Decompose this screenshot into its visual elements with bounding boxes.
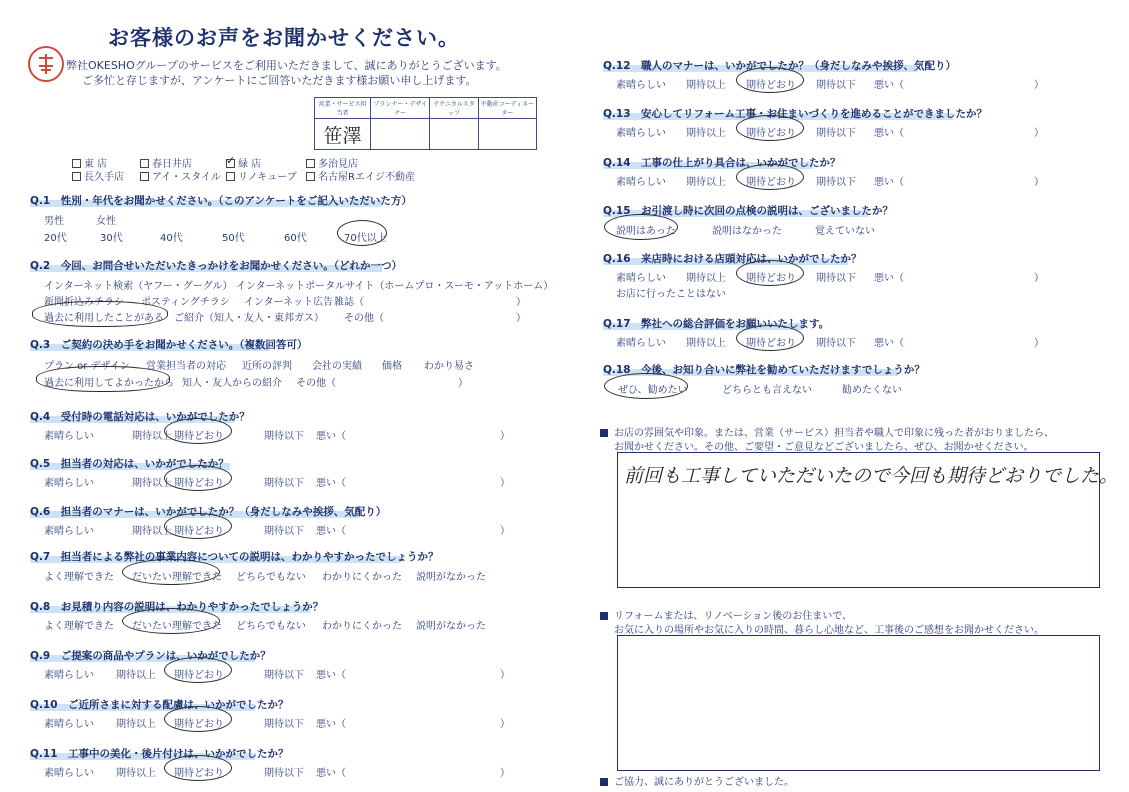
store-nagakute[interactable]: 長久手店	[72, 168, 124, 183]
q10-selection-circle	[164, 706, 232, 732]
comment2-prompt-line1: リフォームまたは、リノベーション後のお住まいで、	[600, 607, 852, 622]
q3-friend-referral[interactable]: 知人・友人からの紹介	[182, 378, 282, 389]
q5-opt-above[interactable]: 期待以上	[132, 478, 172, 489]
comment1-box[interactable]	[617, 452, 1119, 588]
q7-opt-mostly-clear-selected[interactable]: だいたい理解できた	[132, 572, 222, 583]
q7-opt-no-explanation[interactable]: 説明がなかった	[416, 572, 486, 583]
q6-opt-above[interactable]: 期待以上	[132, 526, 172, 537]
q5-selection-circle	[164, 465, 232, 491]
comment1-handwritten-answer: 前回も工事していただいたので今回も期待どおりでした。	[624, 465, 1119, 487]
q1-age-70s-selected[interactable]: 70代以上	[344, 233, 387, 244]
q14-selection-circle	[736, 164, 804, 190]
q2-used-before-selected[interactable]: 過去に利用したことがある	[44, 313, 164, 324]
q6-opt-below[interactable]: 期待以下	[264, 526, 304, 537]
q8-opt-unclear[interactable]: わかりにくかった	[322, 621, 402, 632]
q7-label: Q.7 担当者による弊社の事業内容についての説明は、わかりやすかったでしょうか？	[30, 551, 439, 563]
q12-opt-as-expected-selected[interactable]: 期待どおり	[746, 80, 796, 91]
q17-selection-circle	[736, 325, 804, 351]
q11-opt-below[interactable]: 期待以下	[264, 768, 304, 779]
q1-age-30s[interactable]: 30代	[100, 233, 123, 244]
q10-opt-bad-close: ）	[500, 719, 510, 730]
q15-dont-remember[interactable]: 覚えていない	[815, 226, 875, 237]
q16-selection-circle	[736, 260, 804, 286]
q2-internet-ad[interactable]: インターネット広告	[244, 297, 334, 308]
comment2-prompt-line2: お気に入りの場所やお気に入りの時間、暮らし心地など、工事後のご感想をお聞かせください。	[614, 625, 1044, 636]
q9-opt-as-expected-selected[interactable]: 期待どおり	[174, 670, 224, 681]
q2-other[interactable]: その他（	[344, 313, 384, 324]
staff-header-sales: 営業・サービス担当者	[315, 98, 371, 119]
store-istyle[interactable]: アイ・スタイル	[140, 168, 221, 183]
q6-opt-bad[interactable]: 悪い（	[316, 526, 346, 537]
store-kasugai[interactable]: 春日井店	[140, 155, 192, 170]
q6-opt-excellent[interactable]: 素晴らしい	[44, 526, 94, 537]
q3-plan-design[interactable]: プラン or デザイン	[44, 361, 130, 372]
staff-header-technical: テクニカルスタッフ	[430, 98, 478, 119]
q1-female[interactable]: 女性	[96, 216, 116, 227]
survey-title: お客様のお声をお聞かせください。	[108, 26, 460, 50]
q18-label: Q.18 今後、お知り合いに弊社を勧めていただけますでしょうか？	[603, 364, 925, 376]
q14-opt-below[interactable]: 期待以下	[816, 177, 856, 188]
staff-name-handwritten: 笹澤	[323, 124, 362, 147]
q9-selection-circle	[164, 657, 232, 683]
q7-opt-neutral[interactable]: どちらでもない	[236, 572, 306, 583]
q12-label: Q.12 職人のマナーは、いかがでしたか？（身だしなみや挨拶、気配り）	[603, 60, 957, 72]
q18-not-recommend[interactable]: 勧めたくない	[842, 385, 902, 396]
store-east[interactable]: 東 店	[72, 155, 107, 170]
store-midori-checked[interactable]: ✓ 緑 店	[226, 154, 262, 170]
q12-opt-excellent[interactable]: 素晴らしい	[616, 80, 666, 91]
q5-opt-below[interactable]: 期待以下	[264, 478, 304, 489]
q7-opt-very-clear[interactable]: よく理解できた	[44, 572, 114, 583]
q7-selection-circle	[122, 559, 220, 585]
q12-opt-above[interactable]: 期待以上	[686, 80, 726, 91]
q11-label: Q.11 工事中の美化・後片付けは、いかがでしたか？	[30, 748, 289, 760]
q3-other-close: ）	[458, 378, 468, 389]
q10-opt-bad[interactable]: 悪い（	[316, 719, 346, 730]
q9-opt-bad-close: ）	[500, 670, 510, 681]
q18-neutral[interactable]: どちらとも言えない	[722, 385, 812, 396]
q16-opt-above[interactable]: 期待以上	[686, 273, 726, 284]
q3-clarity[interactable]: わかり易さ	[424, 361, 474, 372]
q11-opt-as-expected-selected[interactable]: 期待どおり	[174, 768, 224, 779]
q12-opt-below[interactable]: 期待以下	[816, 80, 856, 91]
q6-opt-bad-close: ）	[500, 526, 510, 537]
q15-selection-circle	[604, 214, 678, 240]
q13-opt-bad[interactable]: 悪い（	[874, 128, 904, 139]
q15-explained-selected[interactable]: 説明はあった	[616, 226, 676, 237]
q16-opt-below[interactable]: 期待以下	[816, 273, 856, 284]
q17-opt-as-expected-selected[interactable]: 期待どおり	[746, 338, 796, 349]
q4-selection-circle	[164, 418, 232, 444]
q13-opt-bad-close: ）	[1034, 128, 1044, 139]
q9-opt-below[interactable]: 期待以下	[264, 670, 304, 681]
q1-label: Q.1 性別・年代をお聞かせください。（このアンケートをご記入いただいた方）	[30, 195, 412, 207]
q2-referral[interactable]: ご紹介（知人・友人・東邦ガス）	[174, 313, 324, 324]
q12-opt-bad-close: ）	[1034, 80, 1044, 91]
q11-opt-excellent[interactable]: 素晴らしい	[44, 768, 94, 779]
q18-recommend-selected[interactable]: ぜひ、勧めたい	[618, 385, 688, 396]
q17-opt-above[interactable]: 期待以上	[686, 338, 726, 349]
q11-selection-circle	[164, 755, 232, 781]
q7-opt-unclear[interactable]: わかりにくかった	[322, 572, 402, 583]
q9-opt-above[interactable]: 期待以上	[116, 670, 156, 681]
q3-good-experience-selected[interactable]: 過去に利用してよかったから	[44, 378, 174, 389]
q4-opt-below[interactable]: 期待以下	[264, 431, 304, 442]
q2-internet-search[interactable]: インターネット検索（ヤフー・グーグル）	[44, 281, 233, 292]
q14-label: Q.14 工事の仕上がり具合は、いかがでしたか？	[603, 157, 841, 169]
store-nagoya-rage[interactable]: 名古屋Rエイジ不動産	[306, 168, 415, 183]
staff-header-realestate: 不動産コーディネーター	[478, 98, 536, 119]
q2-label: Q.2 今回、お問合せいただいたきっかけをお聞かせください。（どれか一つ）	[30, 260, 402, 272]
q13-opt-excellent[interactable]: 素晴らしい	[616, 128, 666, 139]
intro-line-1: 弊社OKESHOグループのサービスをご利用いただきまして、誠にありがとうございます。	[66, 59, 507, 72]
q3-reputation[interactable]: 近所の評判	[242, 361, 292, 372]
seal-icon	[30, 48, 62, 80]
q17-opt-excellent[interactable]: 素晴らしい	[616, 338, 666, 349]
q14-opt-excellent[interactable]: 素晴らしい	[616, 177, 666, 188]
intro-line-2: ご多忙と存じますが、アンケートにご回答いただきます様お願い申し上げます。	[82, 74, 477, 87]
q8-label: Q.8 お見積り内容の説明は、わかりやすかったでしょうか？	[30, 601, 324, 613]
q4-opt-as-expected-selected[interactable]: 期待どおり	[174, 431, 224, 442]
q9-opt-bad[interactable]: 悪い（	[316, 670, 346, 681]
q11-opt-above[interactable]: 期待以上	[116, 768, 156, 779]
store-tajimi[interactable]: 多治見店	[306, 155, 358, 170]
staff-header-planner: プランナー・デザイナー	[370, 98, 429, 119]
q13-label: Q.13 安心してリフォーム工事・お住まいづくりを進めることができましたか？	[603, 108, 988, 120]
q4-opt-above[interactable]: 期待以上	[132, 431, 172, 442]
q14-opt-bad-close: ）	[1034, 177, 1044, 188]
q16-opt-as-expected-selected[interactable]: 期待どおり	[746, 273, 796, 284]
q2-portal-site[interactable]: インターネットポータルサイト（ホームプロ・スーモ・アットホーム）	[236, 281, 554, 292]
q10-opt-below[interactable]: 期待以下	[264, 719, 304, 730]
q1-selection-circle	[337, 220, 387, 246]
q17-opt-bad-close: ）	[1034, 338, 1044, 349]
q3-other[interactable]: その他（	[296, 378, 336, 389]
q17-opt-below[interactable]: 期待以下	[816, 338, 856, 349]
footer-thanks: ご協力、誠にありがとうございました。	[600, 773, 794, 788]
q3-sales-rep[interactable]: 営業担当者の対応	[146, 361, 226, 372]
q2-selection-circle	[32, 301, 168, 327]
q16-label: Q.16 来店時における店頭対応は、いかがでしたか？	[603, 253, 862, 265]
q10-opt-above[interactable]: 期待以上	[116, 719, 156, 730]
q3-track-record[interactable]: 会社の実績	[312, 361, 362, 372]
staff-table	[314, 97, 537, 150]
q9-opt-excellent[interactable]: 素晴らしい	[44, 670, 94, 681]
q8-opt-neutral[interactable]: どちらでもない	[236, 621, 306, 632]
q10-label: Q.10 ご近所さまに対する配慮は、いかがでしたか？	[30, 699, 289, 711]
q2-other-close: ）	[516, 313, 526, 324]
q8-selection-circle	[122, 608, 220, 634]
store-renocube[interactable]: リノキューブ	[226, 168, 297, 183]
q8-opt-no-explanation[interactable]: 説明がなかった	[416, 621, 486, 632]
q1-age-50s[interactable]: 50代	[222, 233, 245, 244]
q16-opt-excellent[interactable]: 素晴らしい	[616, 273, 666, 284]
comment2-box[interactable]	[617, 635, 1100, 771]
comment1-prompt-line1: お店の雰囲気や印象。または、営業（サービス）担当者や職人で印象に残った者がおりましたら、	[600, 424, 1054, 439]
q3-label: Q.3 ご契約の決め手をお聞かせください。（複数回答可）	[30, 339, 308, 351]
q4-opt-bad-close: ）	[500, 431, 510, 442]
q8-opt-mostly-clear-selected[interactable]: だいたい理解できた	[132, 621, 222, 632]
q15-label: Q.15 お引渡し時に次回の点検の説明は、ございましたか？	[603, 205, 894, 217]
q4-opt-excellent[interactable]: 素晴らしい	[44, 431, 94, 442]
q13-opt-below[interactable]: 期待以下	[816, 128, 856, 139]
q5-opt-bad[interactable]: 悪い（	[316, 478, 346, 489]
q16-opt-bad[interactable]: 悪い（	[874, 273, 904, 284]
q13-selection-circle	[736, 115, 804, 141]
q4-opt-bad[interactable]: 悪い（	[316, 431, 346, 442]
q9-label: Q.9 ご提案の商品やプランは、いかがでしたか？	[30, 650, 271, 662]
q4-label: Q.4 受付時の電話対応は、いかがでしたか？	[30, 411, 250, 423]
comment1-prompt-line2: お聞かせください。その他、ご要望・ご意見などございましたら、ぜひ、お聞かせください。	[614, 442, 1034, 453]
company-seal	[28, 46, 64, 82]
q16-opt-bad-close: ）	[1034, 273, 1044, 284]
q18-selection-circle	[604, 373, 688, 399]
q3-price[interactable]: 価格	[382, 361, 402, 372]
q11-opt-bad-close: ）	[500, 768, 510, 779]
q5-opt-bad-close: ）	[500, 478, 510, 489]
q14-opt-above[interactable]: 期待以上	[686, 177, 726, 188]
q15-not-explained[interactable]: 説明はなかった	[712, 226, 782, 237]
q2-magazine[interactable]: 雑誌（	[334, 297, 364, 308]
q10-opt-excellent[interactable]: 素晴らしい	[44, 719, 94, 730]
q5-label: Q.5 担当者の対応は、いかがでしたか？	[30, 458, 229, 470]
q2-posting-flyer[interactable]: ポスティングチラシ	[141, 297, 230, 308]
q1-age-40s[interactable]: 40代	[160, 233, 183, 244]
q10-opt-as-expected-selected[interactable]: 期待どおり	[174, 719, 224, 730]
q16-never-visited[interactable]: お店に行ったことはない	[616, 289, 726, 300]
q5-opt-excellent[interactable]: 素晴らしい	[44, 478, 94, 489]
q1-age-20s[interactable]: 20代	[44, 233, 67, 244]
q14-opt-bad[interactable]: 悪い（	[874, 177, 904, 188]
q2-magazine-close: ）	[516, 297, 526, 308]
q5-opt-as-expected-selected[interactable]: 期待どおり	[174, 478, 224, 489]
q6-label: Q.6 担当者のマナーは、いかがでしたか？（身だしなみや挨拶、気配り）	[30, 506, 387, 518]
q12-selection-circle	[736, 67, 804, 93]
q6-opt-as-expected-selected[interactable]: 期待どおり	[174, 526, 224, 537]
q6-selection-circle	[164, 513, 232, 539]
q8-opt-very-clear[interactable]: よく理解できた	[44, 621, 114, 632]
q13-opt-as-expected-selected[interactable]: 期待どおり	[746, 128, 796, 139]
q3-selection-circle	[36, 366, 170, 392]
q2-newspaper-flyer[interactable]: 新聞折込みチラシ	[44, 297, 124, 308]
q1-age-60s[interactable]: 60代	[284, 233, 307, 244]
q17-label: Q.17 弊社への総合評価をお願いいたします。	[603, 318, 830, 330]
q14-opt-as-expected-selected[interactable]: 期待どおり	[746, 177, 796, 188]
q12-opt-bad[interactable]: 悪い（	[874, 80, 904, 91]
q17-opt-bad[interactable]: 悪い（	[874, 338, 904, 349]
q11-opt-bad[interactable]: 悪い（	[316, 768, 346, 779]
q13-opt-above[interactable]: 期待以上	[686, 128, 726, 139]
q1-male[interactable]: 男性	[44, 216, 64, 227]
